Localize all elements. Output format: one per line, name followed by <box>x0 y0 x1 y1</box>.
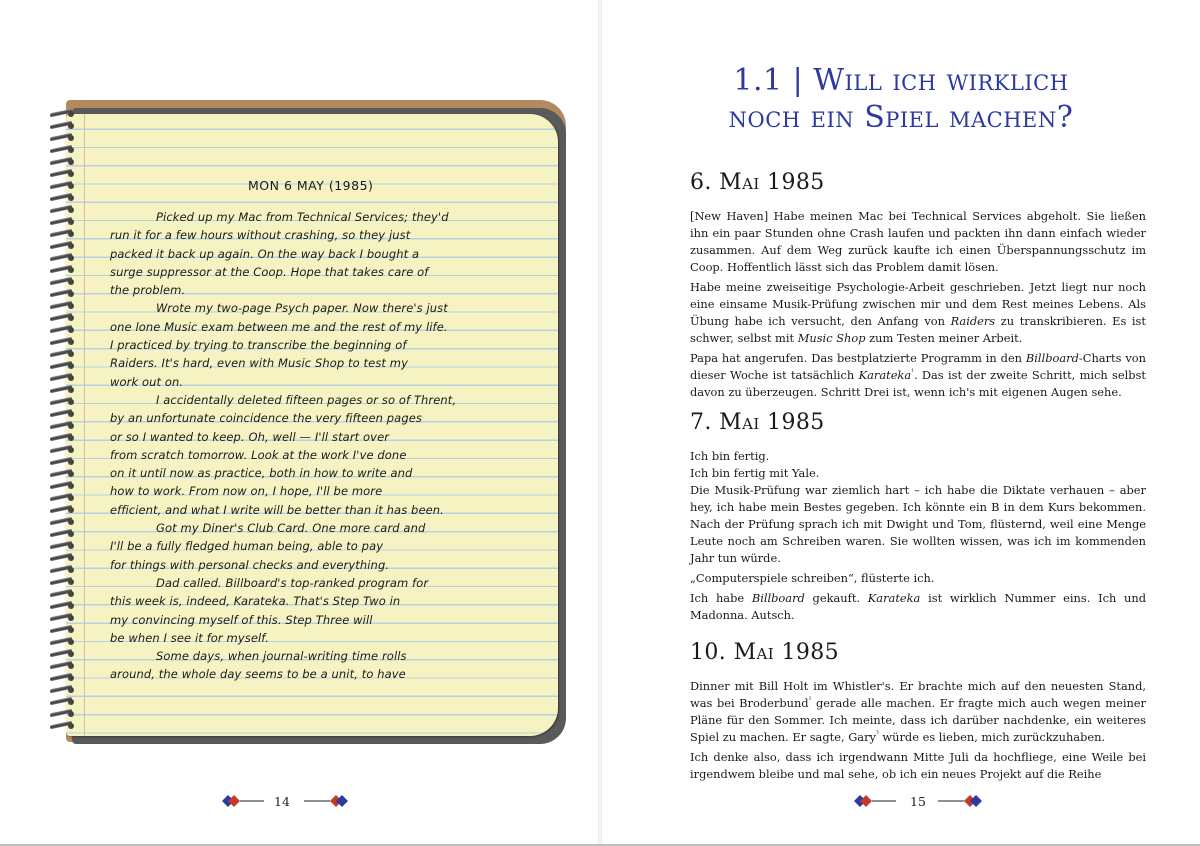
right-page <box>602 0 1200 846</box>
spiral-coil <box>44 722 76 730</box>
handwritten-line: be when I see it for myself. <box>110 630 269 645</box>
entry-date: 10. Mai 1985 <box>690 640 840 665</box>
spiral-coil <box>44 182 76 190</box>
handwritten-line: on it until now as practice, both in how to write and <box>110 466 413 481</box>
entry-paragraph: Die Musik-Prüfung war ziemlich hart – ich habe die Diktate verhauen – aber hey, ich habe mein Bestes gegeben. Ich könnte ein B in dem Kurs bekommen. Nach der Prüfung sprach ich mit Dwight und Tom, flüsternd, weil eine Menge Leute noch am Schreiben waren. Sie wollten wissen, was ich im kommenden Jahr tun würde. <box>690 483 1146 565</box>
notebook-scan <box>48 100 568 746</box>
handwritten-line: from scratch tomorrow. Look at the work I've done <box>110 447 407 462</box>
spiral-coil <box>44 170 76 178</box>
spiral-coil <box>44 326 76 334</box>
entry-date: 7. Mai 1985 <box>690 410 825 435</box>
handwritten-line: surge suppressor at the Coop. Hope that takes care of <box>110 264 429 279</box>
spiral-coil <box>44 278 76 286</box>
handwritten-line: one lone Music exam between me and the rest of my life. <box>110 319 448 334</box>
handwritten-line: run it for a few hours without crashing, so they just <box>110 228 411 243</box>
entry-paragraph: [New Haven] Habe meinen Mac bei Technical Services abgeholt. Sie ließen ihn ein paar Stunden ohne Crash laufen und packten ihn dann einfach wieder zusammen. Auf dem Weg zurück kaufte ich einen Überspannungsschutz im Coop. Hoffentlich lässt sich das Problem damit lösen. <box>690 209 1146 274</box>
spiral-coil <box>44 134 76 142</box>
notebook-date: MON 6 MAY (1985) <box>248 178 374 193</box>
spiral-coil <box>44 662 76 670</box>
entry-paragraph: Habe meine zweiseitige Psychologie-Arbeit geschrieben. Jetzt liegt nur noch eine einsame Musik-Prüfung zwischen mir und dem Rest meines Lebens. Als Übung habe ich versucht, den Anfang von Raiders zu transkribieren. Es ist schwer, selbst mit Music Shop zum Testen meiner Arbeit. <box>690 280 1146 345</box>
spiral-coil <box>44 446 76 454</box>
spiral-coil <box>44 290 76 298</box>
left-page <box>0 0 598 846</box>
spiral-coil <box>44 494 76 502</box>
spiral-coil <box>44 302 76 310</box>
spiral-coil <box>44 614 76 622</box>
spiral-coil <box>44 374 76 382</box>
spiral-coil <box>44 338 76 346</box>
handwritten-line: Picked up my Mac from Technical Services; they'd <box>156 210 449 224</box>
page-number: 15 <box>910 794 926 809</box>
ornament-right-icon <box>936 794 996 808</box>
handwritten-line: the problem. <box>110 283 186 298</box>
spiral-coil <box>44 470 76 478</box>
spiral-coil <box>44 386 76 394</box>
spiral-coil <box>44 194 76 202</box>
handwritten-line: I'll be a fully fledged human being, able to pay <box>110 539 384 554</box>
page-number: 14 <box>274 794 290 809</box>
spiral-coil <box>44 650 76 658</box>
spiral-coil <box>44 110 76 118</box>
spiral-coil <box>44 158 76 166</box>
handwritten-line: this week is, indeed, Karateka. That's Step Two in <box>110 594 401 609</box>
entry-paragraph: „Computerspiele schreiben“, flüsterte ich. <box>690 571 935 585</box>
spiral-coil <box>44 482 76 490</box>
spiral-coil <box>44 206 76 214</box>
handwritten-line: Dad called. Billboard's top-ranked program for <box>156 575 429 590</box>
chapter-title <box>602 62 1200 136</box>
handwritten-line: my convincing myself of this. Step Three will <box>110 612 373 627</box>
spiral-coil <box>44 506 76 514</box>
handwritten-line: Wrote my two-page Psych paper. Now there's just <box>156 301 448 316</box>
spiral-coil <box>44 686 76 694</box>
spiral-coil <box>44 266 76 274</box>
spiral-coil <box>44 602 76 610</box>
ornament-left-icon <box>220 794 280 808</box>
handwritten-line: Raiders. It's hard, even with Music Shop to test my <box>110 356 408 371</box>
spiral-coil <box>44 230 76 238</box>
diary-entry <box>690 410 1146 624</box>
spiral-coil <box>44 254 76 262</box>
entry-date: 6. Mai 1985 <box>690 170 825 195</box>
handwritten-line: efficient, and what I write will be better than it has been. <box>110 502 444 517</box>
notebook-handwriting <box>110 208 550 684</box>
spiral-coil <box>44 578 76 586</box>
spiral-coil <box>44 422 76 430</box>
handwritten-line: around, the whole day seems to be a unit, to have <box>110 667 406 682</box>
spiral-coil <box>44 626 76 634</box>
spiral-coil <box>44 242 76 250</box>
spiral-coil <box>44 398 76 406</box>
entry-paragraph: Ich habe Billboard gekauft. Karateka ist wirklich Nummer eins. Ich und Madonna. Autsch. <box>690 591 1146 622</box>
diary-entry <box>690 640 1146 783</box>
spiral-coil <box>44 698 76 706</box>
entry-paragraph: Ich bin fertig. <box>690 449 770 463</box>
entry-paragraph: Papa hat angerufen. Das bestplatzierte Programm in den Billboard-Charts von dieser Woche ist tatsächlich Karateka$^{^1}$. Das ist der zweite Schritt, mich selbst davon zu überzeugen. Schritt Drei ist, wenn ich's mit eigenen Augen sehe. <box>690 351 1147 399</box>
spiral-coil <box>44 146 76 154</box>
spiral-coil <box>44 122 76 130</box>
handwritten-line: work out on. <box>110 374 184 389</box>
spiral-coil <box>44 530 76 538</box>
handwritten-line: Got my Diner's Club Card. One more card and <box>156 521 426 536</box>
ornament-right-icon <box>302 794 362 808</box>
spiral-coil <box>44 674 76 682</box>
entry-paragraph: Dinner mit Bill Holt im Whistler's. Er brachte mich auf den neuesten Stand, was bei Broderbund$^{^2}$ gerade alle machen. Er fragte mich auch wegen meiner Pläne für den Sommer. Ich meinte, dass ich darüber nachdenke, ein weiteres Spiel zu machen. Er sagte, Gary$^{^3}$ würde es lieben, mich zurückzuhaben. <box>690 679 1146 744</box>
spiral-coil <box>44 458 76 466</box>
ornament-left-icon <box>852 794 912 808</box>
spiral-coil <box>44 710 76 718</box>
diary-entry <box>690 170 1146 401</box>
handwritten-line: I practiced by trying to transcribe the beginning of <box>110 338 407 353</box>
spiral-coil <box>44 314 76 322</box>
entry-paragraph: Ich denke also, dass ich irgendwann Mitte Juli da hochfliege, eine Weile bei irgendwem bleibe und mal sehe, ob ich ein neues Projekt auf die Reihe <box>690 750 1146 781</box>
spiral-coil <box>44 638 76 646</box>
chapter-title-line-1: 1.1 | Will ich wirklich <box>733 63 1069 98</box>
handwritten-line: Some days, when journal-writing time rolls <box>156 649 407 664</box>
chapter-title-line-2: noch ein Spiel machen? <box>728 100 1074 135</box>
handwritten-line: I accidentally deleted fifteen pages or so of Thrent, <box>156 392 457 407</box>
spiral-coil <box>44 590 76 598</box>
spiral-coil <box>44 434 76 442</box>
spiral-coil <box>44 518 76 526</box>
spiral-coil <box>44 542 76 550</box>
spiral-coil <box>44 566 76 574</box>
entry-paragraph: Ich bin fertig mit Yale. <box>690 466 820 480</box>
notebook-margin-line <box>84 114 85 736</box>
handwritten-line: or so I wanted to keep. Oh, well — I'll start over <box>110 429 390 444</box>
spiral-coil <box>44 410 76 418</box>
handwritten-line: by an unfortunate coincidence the very fifteen pages <box>110 411 422 426</box>
handwritten-line: for things with personal checks and everything. <box>110 557 390 572</box>
spiral-coil <box>44 350 76 358</box>
handwritten-line: packed it back up again. On the way back I bought a <box>110 246 420 261</box>
handwritten-line: how to work. From now on, I hope, I'll be more <box>110 484 383 499</box>
spiral-coil <box>44 362 76 370</box>
spiral-binding <box>44 110 78 738</box>
spiral-coil <box>44 218 76 226</box>
spiral-coil <box>44 554 76 562</box>
